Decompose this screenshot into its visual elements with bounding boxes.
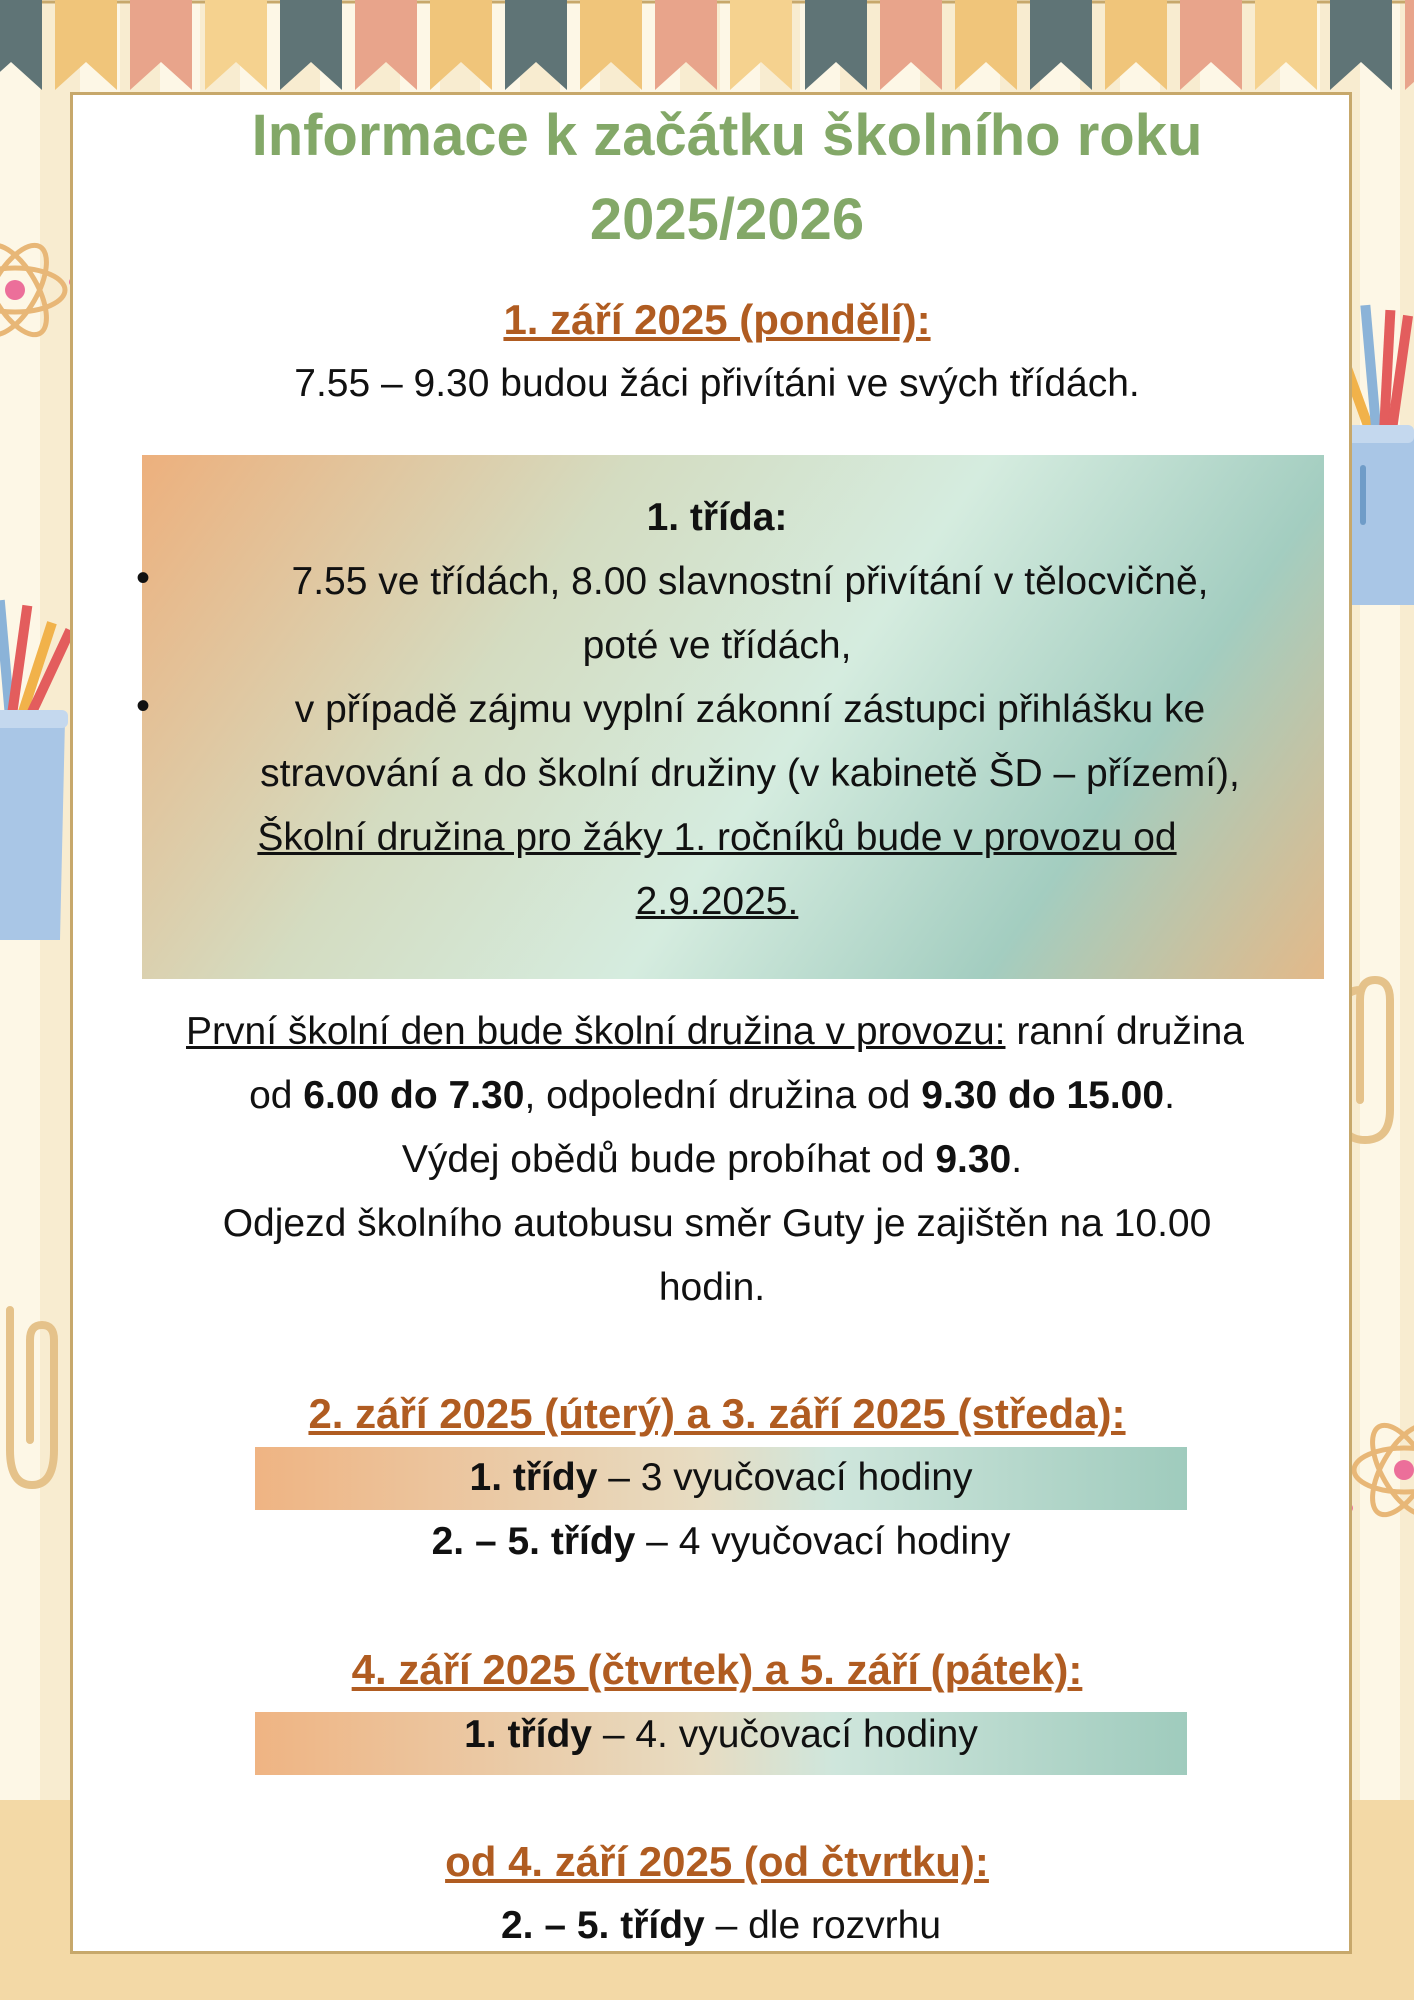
lessons-text: – 3 vyučovací hodiny bbox=[597, 1456, 973, 1499]
bullet-2: • bbox=[136, 684, 151, 728]
first-day-info-line-1 bbox=[90, 1000, 1340, 1064]
bunting-flag bbox=[0, 0, 42, 90]
bullet-1-line-2: poté ve třídách, bbox=[582, 624, 852, 667]
section-heading-days-2-3: 2. září 2025 (úterý) a 3. září 2025 (středa): bbox=[308, 1390, 1126, 1437]
lessons-text: – 4. vyučovací hodiny bbox=[591, 1713, 978, 1756]
bunting-flag bbox=[430, 0, 492, 90]
grade-label: 1. třídy bbox=[464, 1713, 592, 1756]
bunting-flag bbox=[655, 0, 717, 90]
bus-info-line-1: Odjezd školního autobusu směr Guty je zajištěn na 10.00 bbox=[222, 1202, 1212, 1245]
bullet-2-line-2: stravování a do školní družiny (v kabinetě ŠD – přízemí), bbox=[260, 752, 1240, 795]
first-day-info-rest: ranní družina bbox=[1005, 1010, 1244, 1053]
days-2-3-row-2 bbox=[255, 1510, 1187, 1574]
after-school-note-line-2: 2.9.2025. bbox=[635, 880, 799, 923]
bunting-flag bbox=[1255, 0, 1317, 90]
first-day-info-dot: . bbox=[1164, 1074, 1175, 1117]
first-day-info-od: od bbox=[249, 1074, 304, 1117]
first-day-info-mid: , odpolední družina od bbox=[524, 1074, 922, 1117]
bunting-flag bbox=[580, 0, 642, 90]
bunting-flag bbox=[355, 0, 417, 90]
first-grade-heading: 1. třída: bbox=[646, 496, 788, 539]
grade-label: 1. třídy bbox=[469, 1456, 598, 1499]
bunting-flag bbox=[1405, 0, 1414, 90]
afternoon-time: 9.30 do 15.00 bbox=[921, 1074, 1165, 1117]
lunch-dot: . bbox=[1011, 1138, 1023, 1181]
section-heading-days-4-5: 4. září 2025 (čtvrtek) a 5. září (pátek): bbox=[351, 1646, 1083, 1693]
bunting-flag bbox=[730, 0, 792, 90]
bunting-flag bbox=[1030, 0, 1092, 90]
bullet-1-line-1: 7.55 ve třídách, 8.00 slavnostní přivítání v tělocvičně, bbox=[291, 560, 1209, 603]
title-line-1: Informace k začátku školního roku bbox=[251, 103, 1203, 168]
page-title bbox=[0, 94, 1414, 262]
after-school-note-line-1: Školní družina pro žáky 1. ročníků bude v provozu od bbox=[257, 816, 1177, 859]
title-line-2: 2025/2026 bbox=[589, 187, 865, 252]
bunting-flag bbox=[280, 0, 342, 90]
bullet-1: • bbox=[136, 556, 151, 600]
lunch-info bbox=[0, 1128, 1414, 1192]
bunting-decoration bbox=[0, 0, 1414, 100]
pencil-cup-icon bbox=[0, 580, 80, 940]
section-heading-from-day-4: od 4. září 2025 (od čtvrtku): bbox=[445, 1838, 989, 1885]
bullet-2-line-1: v případě zájmu vyplní zákonní zástupci přihlášku ke bbox=[294, 688, 1206, 731]
schedule-text: – dle rozvrhu bbox=[704, 1904, 942, 1947]
bunting-flag bbox=[205, 0, 267, 90]
bus-info-line-2: hodin. bbox=[658, 1266, 766, 1309]
bunting-flag bbox=[805, 0, 867, 90]
grade-label: 2. – 5. třídy bbox=[431, 1520, 636, 1563]
bunting-flag bbox=[1105, 0, 1167, 90]
bunting-flag bbox=[1330, 0, 1392, 90]
section-heading-day1: 1. září 2025 (pondělí): bbox=[503, 296, 931, 343]
days-2-3-row-1 bbox=[255, 1446, 1187, 1510]
days-4-5-row-1 bbox=[255, 1703, 1187, 1767]
bunting-flag bbox=[130, 0, 192, 90]
welcome-text: 7.55 – 9.30 budou žáci přivítáni ve svých třídách. bbox=[294, 362, 1140, 405]
lessons-text: – 4 vyučovací hodiny bbox=[635, 1520, 1011, 1563]
bunting-flag bbox=[1180, 0, 1242, 90]
bunting-flag bbox=[880, 0, 942, 90]
lunch-text: Výdej obědů bude probíhat od bbox=[401, 1138, 936, 1181]
morning-time: 6.00 do 7.30 bbox=[303, 1074, 525, 1117]
from-day-4-row-1 bbox=[255, 1894, 1187, 1958]
bunting-flag bbox=[505, 0, 567, 90]
first-day-info-line-2 bbox=[0, 1064, 1414, 1128]
first-day-info-underlined: První školní den bude školní družina v provozu: bbox=[186, 1010, 1006, 1053]
bunting-flag bbox=[55, 0, 117, 90]
grade-label: 2. – 5. třídy bbox=[500, 1904, 705, 1947]
bunting-flag bbox=[955, 0, 1017, 90]
lunch-time: 9.30 bbox=[935, 1138, 1012, 1181]
